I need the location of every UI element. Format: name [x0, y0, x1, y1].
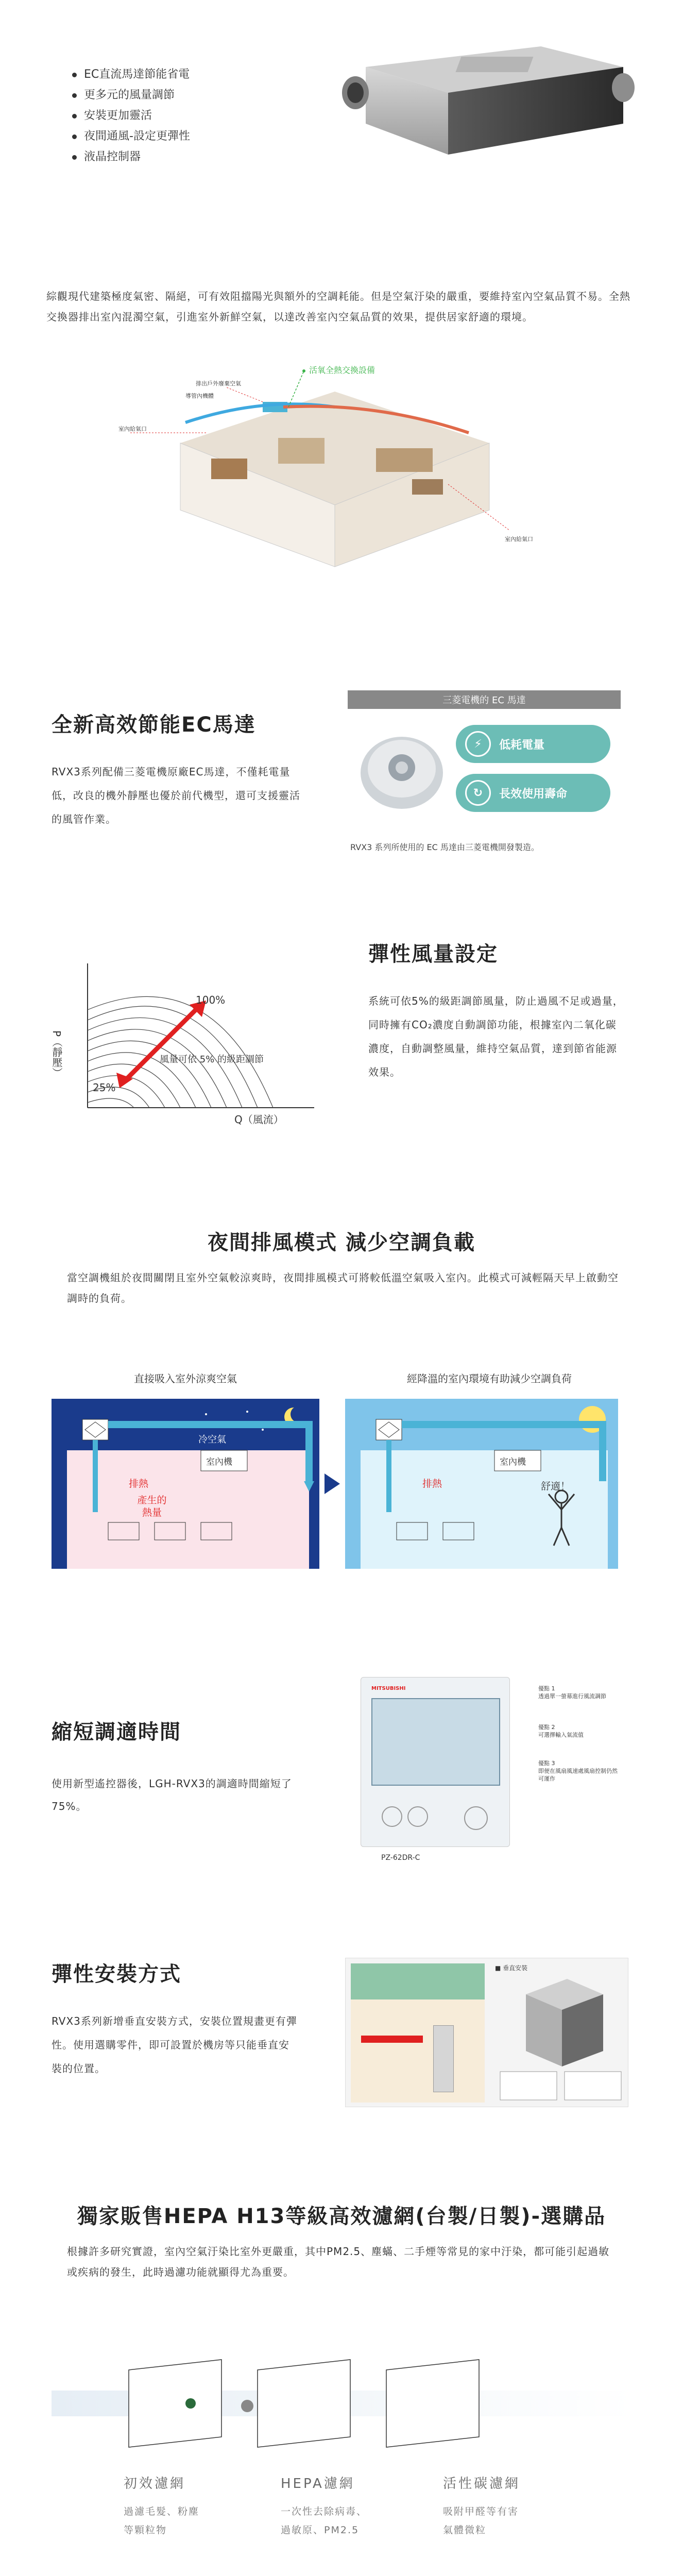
filter-desc-1: 過濾毛髮、粉塵 [124, 2506, 200, 2517]
filter-name: HEPA濾網 [281, 2476, 355, 2492]
filter-desc-2: 等顆粒物 [124, 2524, 167, 2536]
shorten-title: 縮短調適時間 [52, 1720, 181, 1744]
airflow-label-25: 25% [93, 1081, 116, 1094]
filter-layers-image [52, 2349, 634, 2458]
night-exhaust-left: 排熱 [129, 1478, 149, 1489]
install-panel-tag: ■ 垂直安裝 [495, 1964, 528, 1972]
airflow-label-100: 100% [196, 994, 226, 1006]
install-room-panel [351, 1963, 485, 2103]
diagram-label-indoor-out: 室內給氣口 [505, 536, 533, 543]
filter-desc-1: 吸附甲醛等有害 [443, 2506, 519, 2517]
remote-step-1: 優點 1 透過單一螢幕進行風流調節 [538, 1685, 606, 1700]
cycle-icon: ↻ [465, 780, 491, 806]
night-left-caption: 直接吸入室外涼爽空氣 [134, 1372, 237, 1385]
intro-paragraph: 綜觀現代建築極度氣密、隔絕，可有效阻擋陽光與額外的空調耗能。但是空氣汙染的嚴重，要維持室內空氣品質不易。全熱交換器排出室內混濁空氣，引進室外新鮮空氣，以達改善室內空氣品質的效果，提供居家舒適的環境。 [46, 290, 630, 323]
night-scene-right [345, 1399, 618, 1569]
bullet-icon [72, 93, 77, 98]
remote-controller [361, 1677, 510, 1847]
night-sky [52, 1399, 319, 1569]
night-heat: 產生的 熱量 [137, 1495, 167, 1518]
airflow-chart [50, 953, 325, 1128]
airflow-label-step: 風量可依 5% 的級距調節 [160, 1054, 264, 1065]
plug-icon: ⚡ [465, 731, 491, 757]
night-exhaust-right: 排熱 [422, 1478, 442, 1489]
ec-motor-caption: RVX3 系列所使用的 EC 馬達由三菱電機開發製造。 [350, 842, 539, 852]
ec-motor-banner: 三菱電機的 EC 馬達 [348, 690, 621, 709]
install-room-duct [361, 2036, 423, 2043]
hepa-title: 獨家販售HEPA H13等級高效濾網(台製/日製)-選購品 [77, 2205, 606, 2228]
filter-name: 活性碳濾網 [443, 2476, 521, 2492]
diagram-label-indoor-in: 室內給氣口 [118, 426, 147, 432]
night-cool-air: 冷空氣 [198, 1434, 226, 1445]
install-body: RVX3系列新增垂直安裝方式，安裝位置規畫更有彈性。使用選購零件，即可設置於機房等只能垂直安裝的位置。 [52, 2015, 297, 2075]
bullet-icon [72, 73, 77, 77]
airflow-title: 彈性風量設定 [368, 942, 498, 966]
remote-step-3: 優點 3 即便在風扇風速處風扇控制仍然可運作 [538, 1760, 618, 1782]
ec-motor-title: 全新高效節能EC馬達 [52, 713, 256, 737]
feature-item: 安裝更加靈活 [72, 106, 190, 126]
product-unit-image [335, 36, 634, 175]
bullet-icon [72, 114, 77, 118]
remote-button [382, 1806, 402, 1827]
filter-name: 初效濾網 [124, 2476, 186, 2492]
filter-primary [124, 2473, 268, 2539]
feature-list [72, 64, 190, 167]
filter-desc-2: 過敏原、PM2.5 [281, 2524, 360, 2536]
night-body: 當空調機組於夜間關閉且室外空氣較涼爽時，夜間排風模式可將較低溫空氣吸入室內。此模式可減輕隔天早上啟動空調時的負荷。 [67, 1272, 619, 1304]
shorten-body: 使用新型遙控器後，LGH-RVX3的調適時間縮短了75%。 [52, 1777, 292, 1812]
filter-desc-2: 氣體微粒 [443, 2524, 487, 2536]
ec-motor-image [350, 721, 453, 824]
bullet-icon [72, 134, 77, 139]
diagram-label-fresh: 導管內機體 [185, 393, 214, 399]
remote-power-button [464, 1806, 488, 1830]
filter-desc-1: 一次性去除病毒、 [281, 2506, 368, 2517]
remote-model: PZ-62DR-C [381, 1854, 420, 1862]
remote-screen [371, 1698, 500, 1786]
ec-motor-body: RVX3系列配備三菱電機原廠EC馬達，不僅耗電量低，改良的機外靜壓也優於前代機型，還可支援靈活的風管作業。 [52, 766, 300, 825]
night-right-caption: 經降溫的室內環境有助減少空調負荷 [407, 1372, 572, 1385]
diagram-main-label: 活氧全熱交換設備 [309, 365, 375, 375]
arrow-right-icon [325, 1473, 340, 1494]
bullet-icon [72, 155, 77, 160]
night-scene-left [52, 1399, 319, 1569]
hepa-body: 根據許多研究實證，室內空氣汙染比室外更嚴重，其中PM2.5、塵蟎、二手煙等常見的家中汙染，都可能引起過敏或疾病的發生，此時過濾功能就顯得尤為重要。 [67, 2245, 610, 2278]
install-room-roof [351, 1963, 485, 1999]
diagram-label-exhaust: 排出戶外廢棄空氣 [196, 380, 241, 387]
airflow-body: 系統可依5%的級距調節風量，防止過風不足或過量，同時擁有CO₂濃度自動調節功能，根據室內二氧化碳濃度，自動調整風量，維持空氣品質，達到節省能源效果。 [368, 995, 624, 1078]
filter-hepa [281, 2473, 435, 2539]
feature-item: 更多元的風量調節 [72, 85, 190, 106]
night-title: 夜間排風模式 減少空調負載 [208, 1231, 475, 1255]
feature-item: EC直流馬達節能省電 [72, 64, 190, 85]
night-comfort: 舒適！ [541, 1481, 571, 1492]
remote-step-2: 優點 2 可選擇輸入氣流值 [538, 1724, 584, 1738]
install-vertical-unit [495, 1974, 624, 2103]
house-diagram [108, 361, 561, 582]
feature-item: 液晶控制器 [72, 147, 190, 167]
ec-pill-longevity: ↻ 長效使用壽命 [456, 774, 610, 812]
airflow-x-label: Q（風流） [234, 1113, 284, 1126]
install-image [345, 1958, 628, 2107]
ec-pill-low-power: ⚡ 低耗電量 [456, 725, 610, 763]
install-title: 彈性安裝方式 [52, 1962, 181, 1986]
remote-brand: MITSUBISHI [371, 1686, 406, 1691]
install-room-unit [433, 2025, 454, 2092]
feature-item: 夜間通風-設定更彈性 [72, 126, 190, 147]
night-unit-right: 室內機 [500, 1457, 526, 1467]
night-unit-left: 室內機 [206, 1457, 232, 1467]
filter-carbon [443, 2473, 587, 2539]
day-sky [345, 1399, 618, 1569]
airflow-y-label: P（靜壓） [50, 1030, 63, 1078]
remote-button [407, 1806, 428, 1827]
